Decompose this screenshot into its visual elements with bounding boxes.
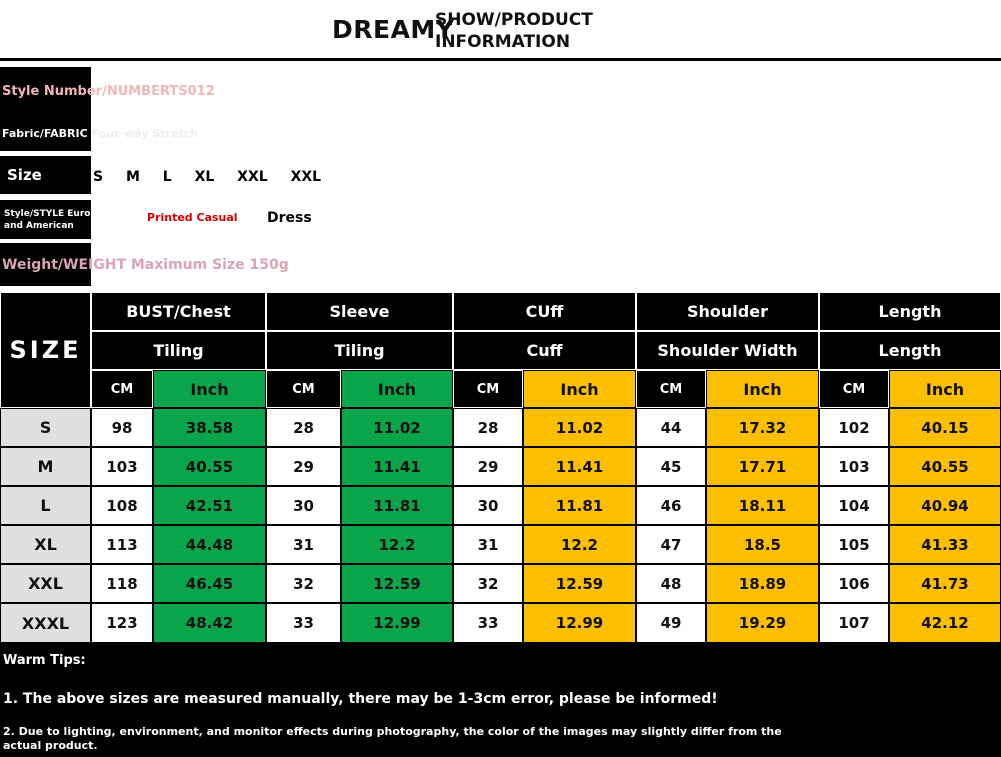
- measurement-cell: 12.59: [341, 564, 453, 603]
- subtitle-line-1: SHOW/PRODUCT: [435, 10, 593, 30]
- brand-name: DREAMY: [332, 15, 455, 44]
- fabric-label-text: Fabric/FABRIC: [2, 126, 88, 140]
- unit-cm-header: CM: [453, 370, 523, 408]
- style-value-printed-casual: Printed Casual: [147, 211, 238, 224]
- measurement-cell: 49: [636, 603, 706, 643]
- unit-inch-header: Inch: [706, 370, 819, 408]
- unit-cm-header: CM: [636, 370, 706, 408]
- fabric-label: [0, 115, 199, 151]
- style-value-dress: Dress: [267, 210, 312, 226]
- style-label-line-2: and American: [4, 220, 74, 231]
- group-header: CUff: [453, 292, 636, 331]
- measurement-cell: 42.12: [889, 603, 1001, 643]
- measurement-cell: 44.48: [153, 525, 266, 564]
- group-header: Shoulder: [636, 292, 819, 331]
- measurement-cell: 17.32: [706, 408, 819, 447]
- measurement-cell: 28: [266, 408, 341, 447]
- size-column-header: SIZE: [0, 292, 91, 408]
- measurement-cell: 40.55: [153, 447, 266, 486]
- measurement-cell: 45: [636, 447, 706, 486]
- measurement-cell: 40.94: [889, 486, 1001, 525]
- size-option: L: [162, 169, 172, 185]
- group-header: BUST/Chest: [91, 292, 266, 331]
- group-subheader: Tiling: [266, 331, 453, 370]
- unit-cm-header: CM: [819, 370, 889, 408]
- measurement-cell: 32: [266, 564, 341, 603]
- size-row-label: XXL: [0, 564, 91, 603]
- size-option: S: [93, 169, 104, 185]
- measurement-cell: 98: [91, 408, 153, 447]
- style-label-line-1: Style/STYLE European: [4, 208, 116, 219]
- measurement-cell: 32: [453, 564, 523, 603]
- measurement-cell: 12.59: [523, 564, 636, 603]
- unit-inch-header: Inch: [523, 370, 636, 408]
- measurement-cell: 38.58: [153, 408, 266, 447]
- measurement-cell: 46: [636, 486, 706, 525]
- group-subheader: Tiling: [91, 331, 266, 370]
- measurement-cell: 44: [636, 408, 706, 447]
- measurement-cell: 31: [453, 525, 523, 564]
- measurement-cell: 12.2: [341, 525, 453, 564]
- group-header: Length: [819, 292, 1001, 331]
- size-row-label: XL: [0, 525, 91, 564]
- measurement-cell: 12.2: [523, 525, 636, 564]
- measurement-cell: 29: [453, 447, 523, 486]
- group-subheader: Length: [819, 331, 1001, 370]
- measurement-cell: 19.29: [706, 603, 819, 643]
- group-subheader: Cuff: [453, 331, 636, 370]
- page-header: [0, 0, 1001, 61]
- measurement-cell: 30: [266, 486, 341, 525]
- size-row-label: L: [0, 486, 91, 525]
- measurement-cell: 11.41: [341, 447, 453, 486]
- measurement-cell: 107: [819, 603, 889, 643]
- measurement-cell: 42.51: [153, 486, 266, 525]
- measurement-cell: 113: [91, 525, 153, 564]
- measurement-cell: 103: [91, 447, 153, 486]
- measurement-cell: 31: [266, 525, 341, 564]
- measurement-cell: 48.42: [153, 603, 266, 643]
- style-label: [0, 200, 116, 239]
- warm-tips-title: Warm Tips:: [3, 653, 86, 668]
- measurement-cell: 46.45: [153, 564, 266, 603]
- measurement-cell: 47: [636, 525, 706, 564]
- unit-inch-header: Inch: [153, 370, 266, 408]
- measurement-cell: 11.81: [523, 486, 636, 525]
- unit-cm-header: CM: [266, 370, 341, 408]
- size-option: M: [125, 169, 140, 185]
- measurement-cell: 40.55: [889, 447, 1001, 486]
- size-label-text: Size: [7, 166, 42, 184]
- size-option: XL: [194, 169, 215, 185]
- measurement-cell: 41.73: [889, 564, 1001, 603]
- measurement-cell: 48: [636, 564, 706, 603]
- size-row-label: S: [0, 408, 91, 447]
- fabric-value: Four-way Stretch: [91, 126, 199, 140]
- measurement-cell: 12.99: [523, 603, 636, 643]
- size-options: [93, 169, 339, 185]
- size-option: XXL: [237, 169, 268, 185]
- style-number-text: Style Number/NUMBERTS012: [2, 83, 215, 99]
- measurement-cell: 103: [819, 447, 889, 486]
- measurement-cell: 12.99: [341, 603, 453, 643]
- measurement-cell: 33: [453, 603, 523, 643]
- size-label: [0, 156, 91, 194]
- size-row-label: XXXL: [0, 603, 91, 643]
- measurement-cell: 28: [453, 408, 523, 447]
- weight-label: [0, 243, 289, 286]
- measurement-cell: 11.02: [523, 408, 636, 447]
- group-subheader: Shoulder Width: [636, 331, 819, 370]
- measurement-cell: 11.81: [341, 486, 453, 525]
- size-option: XXL: [290, 169, 322, 185]
- measurement-cell: 40.15: [889, 408, 1001, 447]
- measurement-cell: 118: [91, 564, 153, 603]
- subtitle-line-2: INFORMATION: [435, 32, 571, 52]
- measurement-cell: 106: [819, 564, 889, 603]
- group-header: Sleeve: [266, 292, 453, 331]
- measurement-cell: 18.11: [706, 486, 819, 525]
- measurement-cell: 41.33: [889, 525, 1001, 564]
- warm-tips-2: 2. Due to lighting, environment, and monitor effects during photography, the color of the images may slightly differ from the actual product.: [3, 725, 782, 752]
- measurement-cell: 123: [91, 603, 153, 643]
- style-number-label: [0, 67, 215, 115]
- weight-label-text: Weight/WEIGHT Maximum Size 150g: [2, 256, 289, 273]
- measurement-cell: 33: [266, 603, 341, 643]
- measurement-cell: 104: [819, 486, 889, 525]
- unit-inch-header: Inch: [889, 370, 1001, 408]
- measurement-cell: 18.89: [706, 564, 819, 603]
- measurement-cell: 108: [91, 486, 153, 525]
- unit-cm-header: CM: [91, 370, 153, 408]
- warm-tips: [0, 643, 1001, 757]
- measurement-cell: 18.5: [706, 525, 819, 564]
- brand-subtitle: [435, 9, 593, 53]
- measurement-cell: 102: [819, 408, 889, 447]
- measurement-cell: 105: [819, 525, 889, 564]
- measurement-cell: 11.41: [523, 447, 636, 486]
- unit-inch-header: Inch: [341, 370, 453, 408]
- size-row-label: M: [0, 447, 91, 486]
- warm-tips-1: 1. The above sizes are measured manually, there may be 1-3cm error, please be informed!: [3, 691, 718, 707]
- measurement-cell: 29: [266, 447, 341, 486]
- measurement-cell: 11.02: [341, 408, 453, 447]
- measurement-cell: 30: [453, 486, 523, 525]
- measurement-cell: 17.71: [706, 447, 819, 486]
